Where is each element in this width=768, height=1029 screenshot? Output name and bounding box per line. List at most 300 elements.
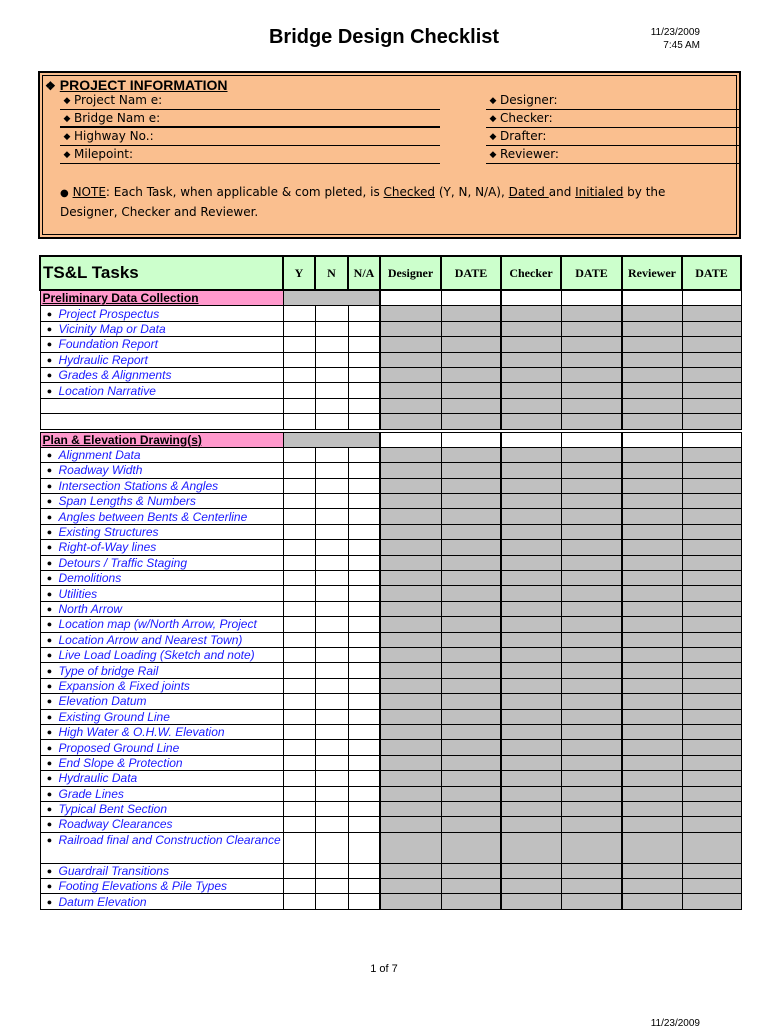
signoff-gray-cell xyxy=(622,601,682,616)
check-n-cell[interactable] xyxy=(315,571,348,586)
signoff-gray-cell xyxy=(622,337,682,352)
signoff-gray-cell xyxy=(501,601,561,616)
check-na-cell[interactable] xyxy=(348,801,380,816)
signoff-gray-cell xyxy=(441,771,501,786)
signoff-gray-cell xyxy=(561,478,622,493)
signoff-gray-cell xyxy=(501,879,561,894)
check-y-cell[interactable] xyxy=(283,509,315,524)
signoff-gray-cell xyxy=(561,447,622,462)
task-label: ● Existing Structures xyxy=(40,524,283,539)
table-row xyxy=(40,463,741,478)
signoff-gray-cell xyxy=(561,555,622,570)
signoff-gray-cell xyxy=(441,321,501,336)
check-n-cell[interactable] xyxy=(315,724,348,739)
check-na-cell[interactable] xyxy=(348,540,380,555)
task-label: ● Hydraulic Report xyxy=(40,352,283,367)
task-label: ● Proposed Ground Line xyxy=(40,740,283,755)
signoff-gray-cell xyxy=(561,647,622,662)
check-na-cell[interactable] xyxy=(348,724,380,739)
check-n-cell[interactable] xyxy=(315,306,348,321)
signoff-gray-cell xyxy=(380,601,441,616)
signoff-gray-cell xyxy=(622,555,682,570)
signoff-cell[interactable] xyxy=(682,432,741,447)
check-n-cell[interactable] xyxy=(315,586,348,601)
check-na-cell[interactable] xyxy=(348,709,380,724)
check-na-cell[interactable] xyxy=(348,463,380,478)
check-na-cell[interactable] xyxy=(348,414,380,429)
check-n-cell[interactable] xyxy=(315,367,348,382)
field-checker[interactable]: ◆ Checker: xyxy=(486,111,740,128)
blank-task-cell[interactable] xyxy=(40,414,283,429)
check-n-cell[interactable] xyxy=(315,540,348,555)
check-y-cell[interactable] xyxy=(283,398,315,413)
check-y-cell[interactable] xyxy=(283,755,315,770)
check-na-cell[interactable] xyxy=(348,755,380,770)
signoff-gray-cell xyxy=(561,321,622,336)
signoff-gray-cell xyxy=(441,447,501,462)
bullet-icon: ● xyxy=(46,680,53,691)
table-row xyxy=(40,694,741,709)
check-y-cell[interactable] xyxy=(283,494,315,509)
field-reviewer[interactable]: ◆ Reviewer: xyxy=(486,147,740,164)
table-row xyxy=(40,771,741,786)
check-na-cell[interactable] xyxy=(348,555,380,570)
signoff-cell[interactable] xyxy=(380,432,441,447)
signoff-gray-cell xyxy=(501,447,561,462)
signoff-gray-cell xyxy=(501,524,561,539)
bullet-icon: ◆ xyxy=(63,96,71,106)
signoff-gray-cell xyxy=(441,894,501,909)
signoff-gray-cell xyxy=(561,786,622,801)
signoff-gray-cell xyxy=(441,414,501,429)
task-label: ● Location Arrow and Nearest Town) xyxy=(40,632,283,647)
table-row xyxy=(40,709,741,724)
signoff-gray-cell xyxy=(561,398,622,413)
column-header: Designer xyxy=(380,256,441,290)
field-highway-no[interactable]: ◆ Highway No.: xyxy=(60,129,440,146)
signoff-gray-cell xyxy=(561,817,622,832)
signoff-gray-cell xyxy=(380,414,441,429)
check-na-cell[interactable] xyxy=(348,337,380,352)
table-row xyxy=(40,678,741,693)
check-n-cell[interactable] xyxy=(315,740,348,755)
check-na-cell[interactable] xyxy=(348,571,380,586)
check-n-cell[interactable] xyxy=(315,894,348,909)
signoff-gray-cell xyxy=(501,771,561,786)
task-label: ● Location map (w/North Arrow, Project xyxy=(40,617,283,632)
check-y-cell[interactable] xyxy=(283,383,315,398)
check-y-cell[interactable] xyxy=(283,463,315,478)
signoff-cell[interactable] xyxy=(622,432,682,447)
signoff-gray-cell xyxy=(682,694,741,709)
signoff-gray-cell xyxy=(682,494,741,509)
signoff-gray-cell xyxy=(682,740,741,755)
signoff-gray-cell xyxy=(622,817,682,832)
signoff-gray-cell xyxy=(622,494,682,509)
check-na-cell[interactable] xyxy=(348,817,380,832)
table-header-row xyxy=(40,256,741,290)
signoff-gray-cell xyxy=(501,663,561,678)
check-n-cell[interactable] xyxy=(315,663,348,678)
check-n-cell[interactable] xyxy=(315,463,348,478)
check-y-cell[interactable] xyxy=(283,709,315,724)
signoff-gray-cell xyxy=(622,740,682,755)
signoff-gray-cell xyxy=(622,755,682,770)
column-header: DATE xyxy=(561,256,622,290)
signoff-gray-cell xyxy=(682,601,741,616)
check-y-cell[interactable] xyxy=(283,879,315,894)
signoff-gray-cell xyxy=(380,647,441,662)
task-label: ● Angles between Bents & Centerline xyxy=(40,509,283,524)
check-n-cell[interactable] xyxy=(315,755,348,770)
signoff-gray-cell xyxy=(682,894,741,909)
signoff-gray-cell xyxy=(441,540,501,555)
signoff-gray-cell xyxy=(501,894,561,909)
signoff-gray-cell xyxy=(380,879,441,894)
check-na-cell[interactable] xyxy=(348,601,380,616)
signoff-gray-cell xyxy=(561,755,622,770)
signoff-gray-cell xyxy=(380,894,441,909)
check-y-cell[interactable] xyxy=(283,337,315,352)
signoff-gray-cell xyxy=(682,678,741,693)
check-na-cell[interactable] xyxy=(348,352,380,367)
column-header: N xyxy=(315,256,348,290)
signoff-gray-cell xyxy=(501,398,561,413)
bullet-icon: ● xyxy=(46,773,53,784)
check-n-cell[interactable] xyxy=(315,694,348,709)
table-row xyxy=(40,555,741,570)
signoff-gray-cell xyxy=(380,678,441,693)
signoff-gray-cell xyxy=(501,414,561,429)
signoff-gray-cell xyxy=(682,352,741,367)
bullet-icon: ● xyxy=(46,573,53,584)
check-y-cell[interactable] xyxy=(283,367,315,382)
table-row xyxy=(40,724,741,739)
check-y-cell[interactable] xyxy=(283,801,315,816)
check-y-cell[interactable] xyxy=(283,586,315,601)
signoff-gray-cell xyxy=(380,755,441,770)
task-label: ● Roadway Width xyxy=(40,463,283,478)
signoff-gray-cell xyxy=(682,321,741,336)
signoff-gray-cell xyxy=(682,724,741,739)
signoff-gray-cell xyxy=(501,463,561,478)
bullet-icon: ● xyxy=(46,604,53,614)
signoff-gray-cell xyxy=(441,367,501,382)
signoff-gray-cell xyxy=(622,524,682,539)
check-na-cell[interactable] xyxy=(348,647,380,662)
check-n-cell[interactable] xyxy=(315,337,348,352)
signoff-gray-cell xyxy=(441,740,501,755)
signoff-gray-cell xyxy=(561,678,622,693)
signoff-gray-cell xyxy=(441,398,501,413)
signoff-cell[interactable] xyxy=(561,290,622,306)
signoff-gray-cell xyxy=(380,771,441,786)
check-y-cell[interactable] xyxy=(283,540,315,555)
signoff-gray-cell xyxy=(380,617,441,632)
check-y-cell[interactable] xyxy=(283,306,315,321)
table-row xyxy=(40,398,741,413)
check-na-cell[interactable] xyxy=(348,863,380,878)
signoff-gray-cell xyxy=(622,321,682,336)
check-y-cell[interactable] xyxy=(283,571,315,586)
bullet-icon: ● xyxy=(46,308,53,319)
check-na-cell[interactable] xyxy=(348,740,380,755)
field-designer[interactable]: ◆ Designer: xyxy=(486,93,740,110)
signoff-gray-cell xyxy=(441,632,501,647)
check-n-cell[interactable] xyxy=(315,832,348,863)
check-n-cell[interactable] xyxy=(315,786,348,801)
task-label: ● Type of bridge Rail xyxy=(40,663,283,678)
check-n-cell[interactable] xyxy=(315,879,348,894)
check-na-cell[interactable] xyxy=(348,321,380,336)
check-n-cell[interactable] xyxy=(315,414,348,429)
field-bridge-name[interactable]: ◆ Bridge Nam e: xyxy=(60,111,440,128)
signoff-cell[interactable] xyxy=(682,290,741,306)
signoff-cell[interactable] xyxy=(441,432,501,447)
signoff-gray-cell xyxy=(682,817,741,832)
column-header: N/A xyxy=(348,256,380,290)
signoff-gray-cell xyxy=(501,678,561,693)
signoff-gray-cell xyxy=(561,879,622,894)
check-y-cell[interactable] xyxy=(283,478,315,493)
signoff-gray-cell xyxy=(501,555,561,570)
signoff-cell[interactable] xyxy=(501,432,561,447)
signoff-gray-cell xyxy=(561,509,622,524)
check-na-cell[interactable] xyxy=(348,617,380,632)
bullet-icon: ● xyxy=(46,480,53,491)
bullet-icon: ● xyxy=(46,588,53,599)
signoff-cell[interactable] xyxy=(622,290,682,306)
signoff-gray-cell xyxy=(622,709,682,724)
signoff-gray-cell xyxy=(380,367,441,382)
check-n-cell[interactable] xyxy=(315,524,348,539)
signoff-cell[interactable] xyxy=(441,290,501,306)
check-y-cell[interactable] xyxy=(283,555,315,570)
signoff-gray-cell xyxy=(441,617,501,632)
signoff-gray-cell xyxy=(682,586,741,601)
bullet-icon: ● xyxy=(46,696,53,707)
column-header: Y xyxy=(283,256,315,290)
signoff-gray-cell xyxy=(682,863,741,878)
signoff-gray-cell xyxy=(380,478,441,493)
bullet-icon: ◆ xyxy=(489,132,497,142)
task-label: ● Hydraulic Data xyxy=(40,771,283,786)
check-n-cell[interactable] xyxy=(315,678,348,693)
check-n-cell[interactable] xyxy=(315,647,348,662)
check-y-cell[interactable] xyxy=(283,724,315,739)
check-y-cell[interactable] xyxy=(283,632,315,647)
check-y-cell[interactable] xyxy=(283,786,315,801)
bullet-icon: ● xyxy=(46,557,53,568)
check-n-cell[interactable] xyxy=(315,478,348,493)
check-y-cell[interactable] xyxy=(283,678,315,693)
signoff-gray-cell xyxy=(622,383,682,398)
signoff-cell[interactable] xyxy=(501,290,561,306)
check-y-cell[interactable] xyxy=(283,771,315,786)
signoff-gray-cell xyxy=(380,586,441,601)
section-fill xyxy=(283,432,380,447)
signoff-gray-cell xyxy=(501,509,561,524)
check-na-cell[interactable] xyxy=(348,771,380,786)
signoff-gray-cell xyxy=(682,306,741,321)
check-n-cell[interactable] xyxy=(315,555,348,570)
check-y-cell[interactable] xyxy=(283,321,315,336)
table-row xyxy=(40,352,741,367)
check-n-cell[interactable] xyxy=(315,398,348,413)
check-n-cell[interactable] xyxy=(315,817,348,832)
check-n-cell[interactable] xyxy=(315,863,348,878)
signoff-gray-cell xyxy=(501,832,561,863)
check-y-cell[interactable] xyxy=(283,617,315,632)
check-na-cell[interactable] xyxy=(348,879,380,894)
signoff-gray-cell xyxy=(441,647,501,662)
bullet-icon: ◆ xyxy=(63,114,71,124)
check-n-cell[interactable] xyxy=(315,383,348,398)
check-n-cell[interactable] xyxy=(315,617,348,632)
bullet-icon: ● xyxy=(46,339,53,350)
table-row xyxy=(40,786,741,801)
check-n-cell[interactable] xyxy=(315,709,348,724)
field-drafter[interactable]: ◆ Drafter: xyxy=(486,129,740,146)
project-information-box xyxy=(38,71,741,239)
signoff-gray-cell xyxy=(380,863,441,878)
check-n-cell[interactable] xyxy=(315,801,348,816)
check-na-cell[interactable] xyxy=(348,678,380,693)
bullet-icon: ● xyxy=(46,757,53,768)
signoff-gray-cell xyxy=(501,647,561,662)
column-header: DATE xyxy=(682,256,741,290)
check-y-cell[interactable] xyxy=(283,817,315,832)
table-row xyxy=(40,879,741,894)
check-n-cell[interactable] xyxy=(315,601,348,616)
bullet-icon: ● xyxy=(46,465,53,476)
signoff-gray-cell xyxy=(682,771,741,786)
signoff-gray-cell xyxy=(441,306,501,321)
signoff-gray-cell xyxy=(561,352,622,367)
signoff-gray-cell xyxy=(380,724,441,739)
signoff-gray-cell xyxy=(622,352,682,367)
section-fill xyxy=(283,290,380,306)
signoff-gray-cell xyxy=(682,647,741,662)
check-na-cell[interactable] xyxy=(348,894,380,909)
field-milepoint[interactable]: ◆ Milepoint: xyxy=(60,147,440,164)
bullet-icon: ● xyxy=(46,881,53,892)
check-n-cell[interactable] xyxy=(315,771,348,786)
check-y-cell[interactable] xyxy=(283,524,315,539)
signoff-gray-cell xyxy=(441,724,501,739)
check-y-cell[interactable] xyxy=(283,647,315,662)
bullet-icon: ● xyxy=(46,370,53,381)
column-header: Reviewer xyxy=(622,256,682,290)
field-project-name[interactable]: ◆ Project Nam e: xyxy=(60,93,440,110)
signoff-cell[interactable] xyxy=(561,432,622,447)
signoff-gray-cell xyxy=(441,337,501,352)
check-y-cell[interactable] xyxy=(283,863,315,878)
blank-task-cell[interactable] xyxy=(40,398,283,413)
task-label: ● Typical Bent Section xyxy=(40,801,283,816)
check-n-cell[interactable] xyxy=(315,494,348,509)
tasks-table xyxy=(39,255,742,910)
check-na-cell[interactable] xyxy=(348,663,380,678)
signoff-gray-cell xyxy=(561,894,622,909)
signoff-gray-cell xyxy=(561,709,622,724)
signoff-gray-cell xyxy=(682,879,741,894)
check-n-cell[interactable] xyxy=(315,632,348,647)
check-na-cell[interactable] xyxy=(348,306,380,321)
signoff-gray-cell xyxy=(380,786,441,801)
check-y-cell[interactable] xyxy=(283,832,315,863)
check-y-cell[interactable] xyxy=(283,601,315,616)
signoff-gray-cell xyxy=(441,879,501,894)
check-y-cell[interactable] xyxy=(283,663,315,678)
signoff-gray-cell xyxy=(501,586,561,601)
check-y-cell[interactable] xyxy=(283,414,315,429)
signoff-gray-cell xyxy=(501,478,561,493)
signoff-gray-cell xyxy=(682,540,741,555)
check-na-cell[interactable] xyxy=(348,509,380,524)
check-na-cell[interactable] xyxy=(348,478,380,493)
bullet-icon: ● xyxy=(46,385,53,396)
task-label: ● Right-of-Way lines xyxy=(40,540,283,555)
check-n-cell[interactable] xyxy=(315,321,348,336)
signoff-gray-cell xyxy=(622,509,682,524)
table-row xyxy=(40,383,741,398)
check-na-cell[interactable] xyxy=(348,786,380,801)
page-title: Bridge Design Checklist xyxy=(268,26,500,48)
check-na-cell[interactable] xyxy=(348,447,380,462)
signoff-gray-cell xyxy=(561,801,622,816)
signoff-gray-cell xyxy=(501,321,561,336)
task-label: ● Existing Ground Line xyxy=(40,709,283,724)
signoff-gray-cell xyxy=(682,478,741,493)
check-na-cell[interactable] xyxy=(348,494,380,509)
check-na-cell[interactable] xyxy=(348,832,380,863)
check-y-cell[interactable] xyxy=(283,894,315,909)
signoff-gray-cell xyxy=(682,755,741,770)
signoff-gray-cell xyxy=(682,447,741,462)
bullet-icon: ◆ xyxy=(489,150,497,160)
check-n-cell[interactable] xyxy=(315,447,348,462)
task-label: ● Foundation Report xyxy=(40,337,283,352)
signoff-gray-cell xyxy=(561,832,622,863)
signoff-gray-cell xyxy=(682,786,741,801)
signoff-gray-cell xyxy=(380,817,441,832)
task-label: ● Span Lengths & Numbers xyxy=(40,494,283,509)
check-na-cell[interactable] xyxy=(348,367,380,382)
check-n-cell[interactable] xyxy=(315,352,348,367)
signoff-gray-cell xyxy=(561,383,622,398)
check-na-cell[interactable] xyxy=(348,524,380,539)
signoff-gray-cell xyxy=(682,709,741,724)
signoff-gray-cell xyxy=(622,398,682,413)
check-na-cell[interactable] xyxy=(348,383,380,398)
check-y-cell[interactable] xyxy=(283,352,315,367)
table-row xyxy=(40,494,741,509)
signoff-gray-cell xyxy=(622,447,682,462)
check-y-cell[interactable] xyxy=(283,740,315,755)
check-na-cell[interactable] xyxy=(348,398,380,413)
check-na-cell[interactable] xyxy=(348,694,380,709)
check-y-cell[interactable] xyxy=(283,694,315,709)
signoff-gray-cell xyxy=(441,832,501,863)
signoff-gray-cell xyxy=(622,694,682,709)
check-y-cell[interactable] xyxy=(283,447,315,462)
check-na-cell[interactable] xyxy=(348,632,380,647)
signoff-cell[interactable] xyxy=(380,290,441,306)
check-na-cell[interactable] xyxy=(348,586,380,601)
check-n-cell[interactable] xyxy=(315,509,348,524)
signoff-gray-cell xyxy=(501,617,561,632)
